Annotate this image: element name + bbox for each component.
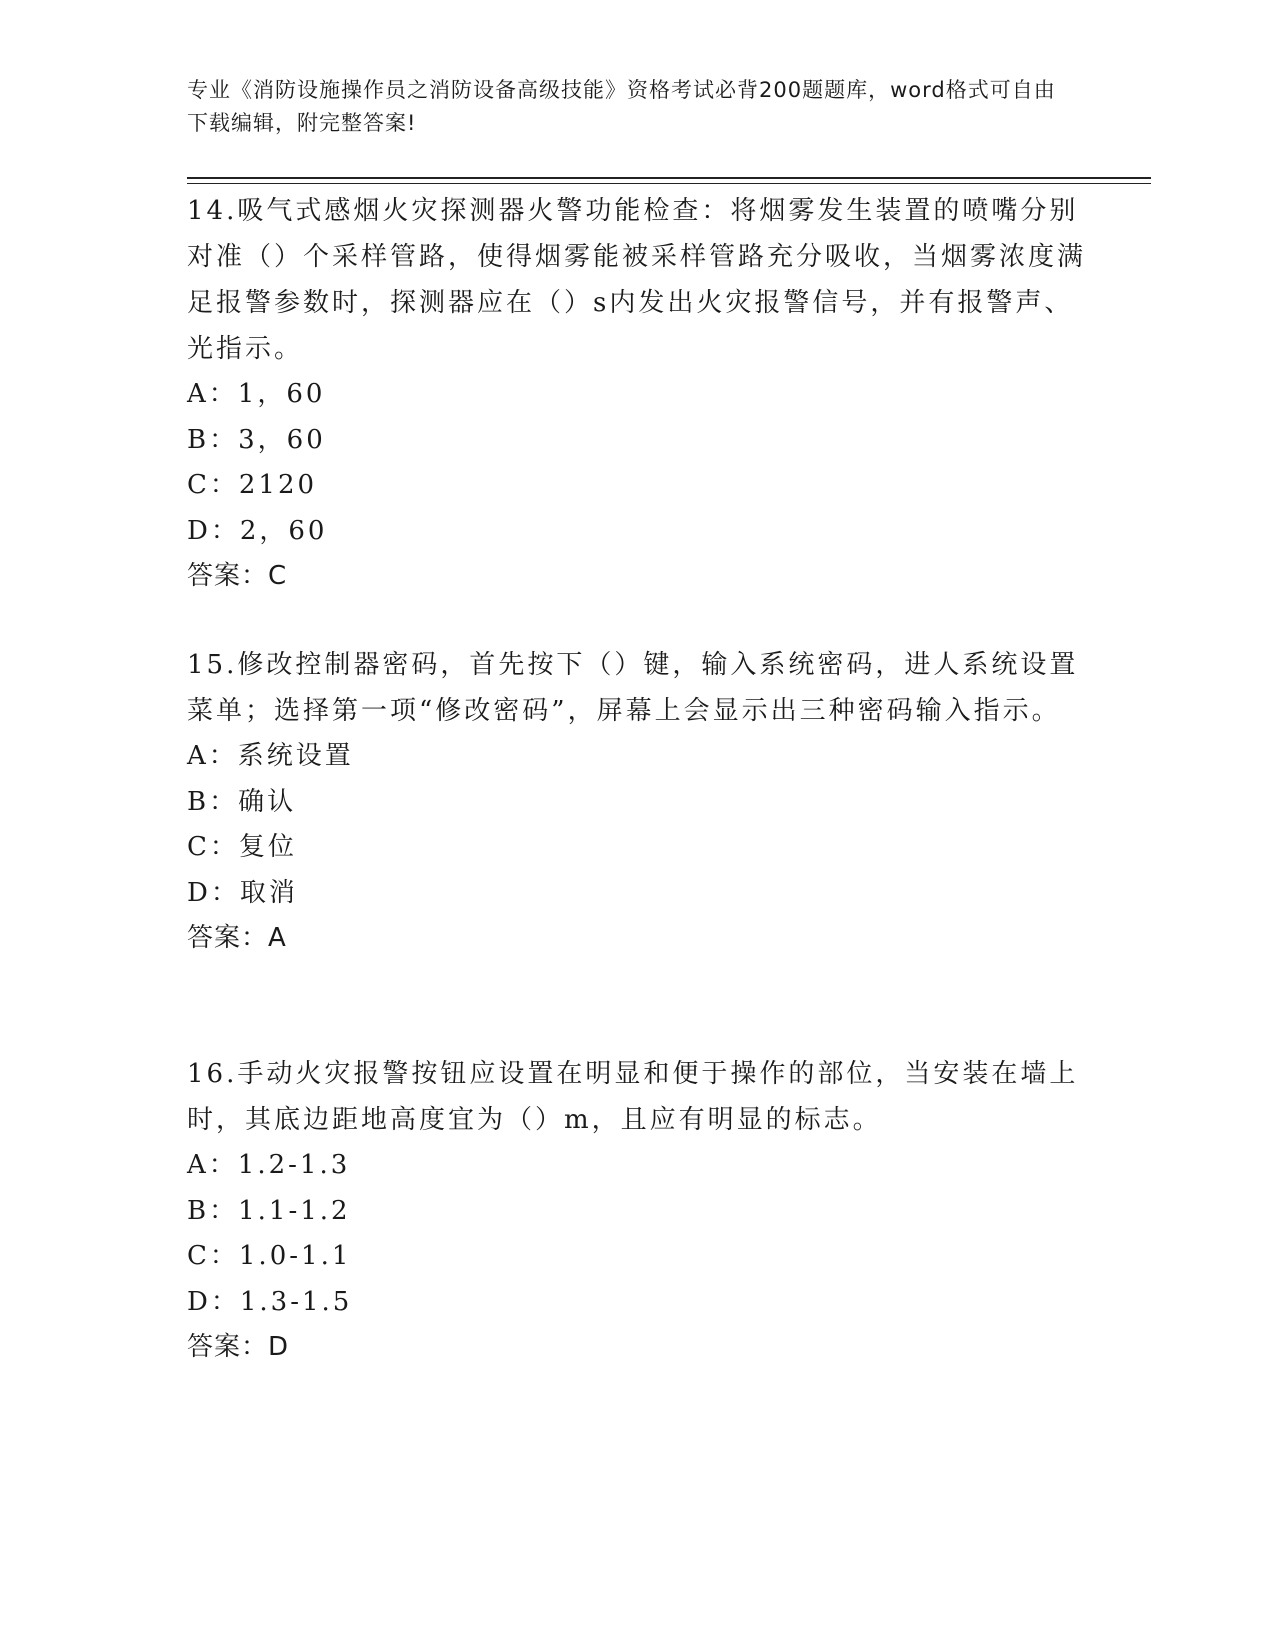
answer: 答案：C [187,561,288,591]
answer: 答案：D [187,1332,290,1362]
option-b: B：确认 [187,786,297,817]
option-b: B：1.1-1.2 [187,1195,351,1226]
option-a: A：系统设置 [187,741,354,771]
option-c: C：复位 [187,832,297,862]
question-stem: 16.手动火灾报警按钮应设置在明显和便于操作的部位，当安装在墙上时，其底边距地高度宜为（）m，且应有明显的标志。 [187,1059,1079,1135]
header-divider-thick [187,177,1151,179]
option-d: D：2，60 [187,515,328,546]
option-d: D：取消 [187,877,298,908]
question-stem: 14.吸气式感烟火灾探测器火警功能检查：将烟雾发生装置的喷嘴分别对准（）个采样管路，使得烟雾能被采样管路充分吸收，当烟雾浓度满足报警参数时，探测器应在（）s内发出火灾报警信号，并有报警声、光指示。 [187,196,1087,364]
option-a: A：1，60 [187,379,326,409]
option-a: A：1.2-1.3 [187,1150,351,1180]
question-14 [187,188,1087,600]
option-c: C：1.0-1.1 [187,1241,352,1271]
option-b: B：3，60 [187,424,326,455]
document-intro: 专业《消防设施操作员之消防设备高级技能》资格考试必背200题题库，word格式可自由下载编辑，附完整答案! [187,78,1056,135]
header-divider-thin [187,183,1151,184]
answer: 答案：A [187,923,287,953]
question-16 [187,1051,1087,1371]
question-stem: 15.修改控制器密码，首先按下（）键，输入系统密码，进人系统设置菜单；选择第一项“修改密码”，屏幕上会显示出三种密码输入指示。 [187,650,1079,726]
option-d: D：1.3-1.5 [187,1286,353,1317]
question-15 [187,642,1087,962]
option-c: C：2120 [187,470,318,500]
